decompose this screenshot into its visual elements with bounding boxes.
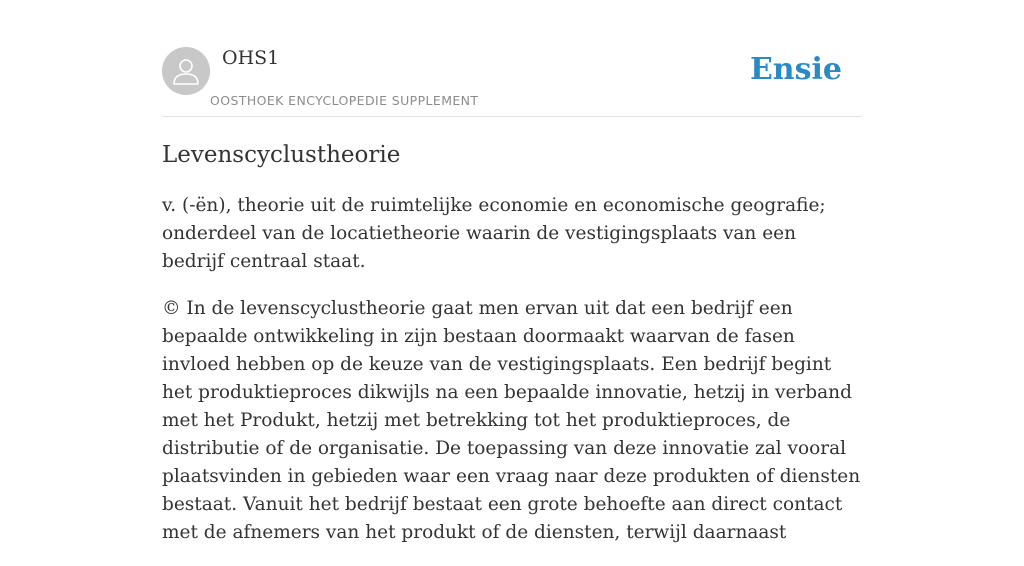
article-title: Levenscyclustheorie — [162, 142, 401, 168]
article-paragraph: © In de levenscyclustheorie gaat men ervan uit dat een bedrijf een bepaalde ontwikkeling in zijn bestaan doormaakt waarvan de fasen invloed hebben op de keuze van de vestigingsplaats. Een bedrijf begint het produktieproces dikwijls na een bepaalde innovatie, hetzij in verband met het Produkt, hetzij met betrekking tot het produktieproces, de distributie of de organisatie. De toepassing van deze innovatie zal vooral plaatsvinden in gebieden waar een vraag naar deze produkten of diensten bestaat. Vanuit het bedrijf bestaat een grote behoefte aan direct contact met de afnemers van het produkt of de diensten, terwijl daarnaast — [162, 298, 861, 543]
source-header — [162, 0, 862, 117]
source-name-link[interactable]: OOSTHOEK ENCYCLOPEDIE SUPPLEMENT — [210, 93, 479, 108]
user-icon — [162, 47, 210, 95]
article-paragraph: v. (-ën), theorie uit de ruimtelijke economie en economische geografie; onderdeel van de locatietheorie waarin de vestigingsplaats van een bedrijf centraal staat. — [162, 195, 826, 272]
brand-logo[interactable]: Ensie — [749, 52, 842, 87]
article-body — [162, 192, 862, 566]
article-page — [162, 0, 862, 543]
source-avatar[interactable] — [162, 47, 210, 95]
source-code-link[interactable]: OHS1 — [222, 47, 280, 69]
